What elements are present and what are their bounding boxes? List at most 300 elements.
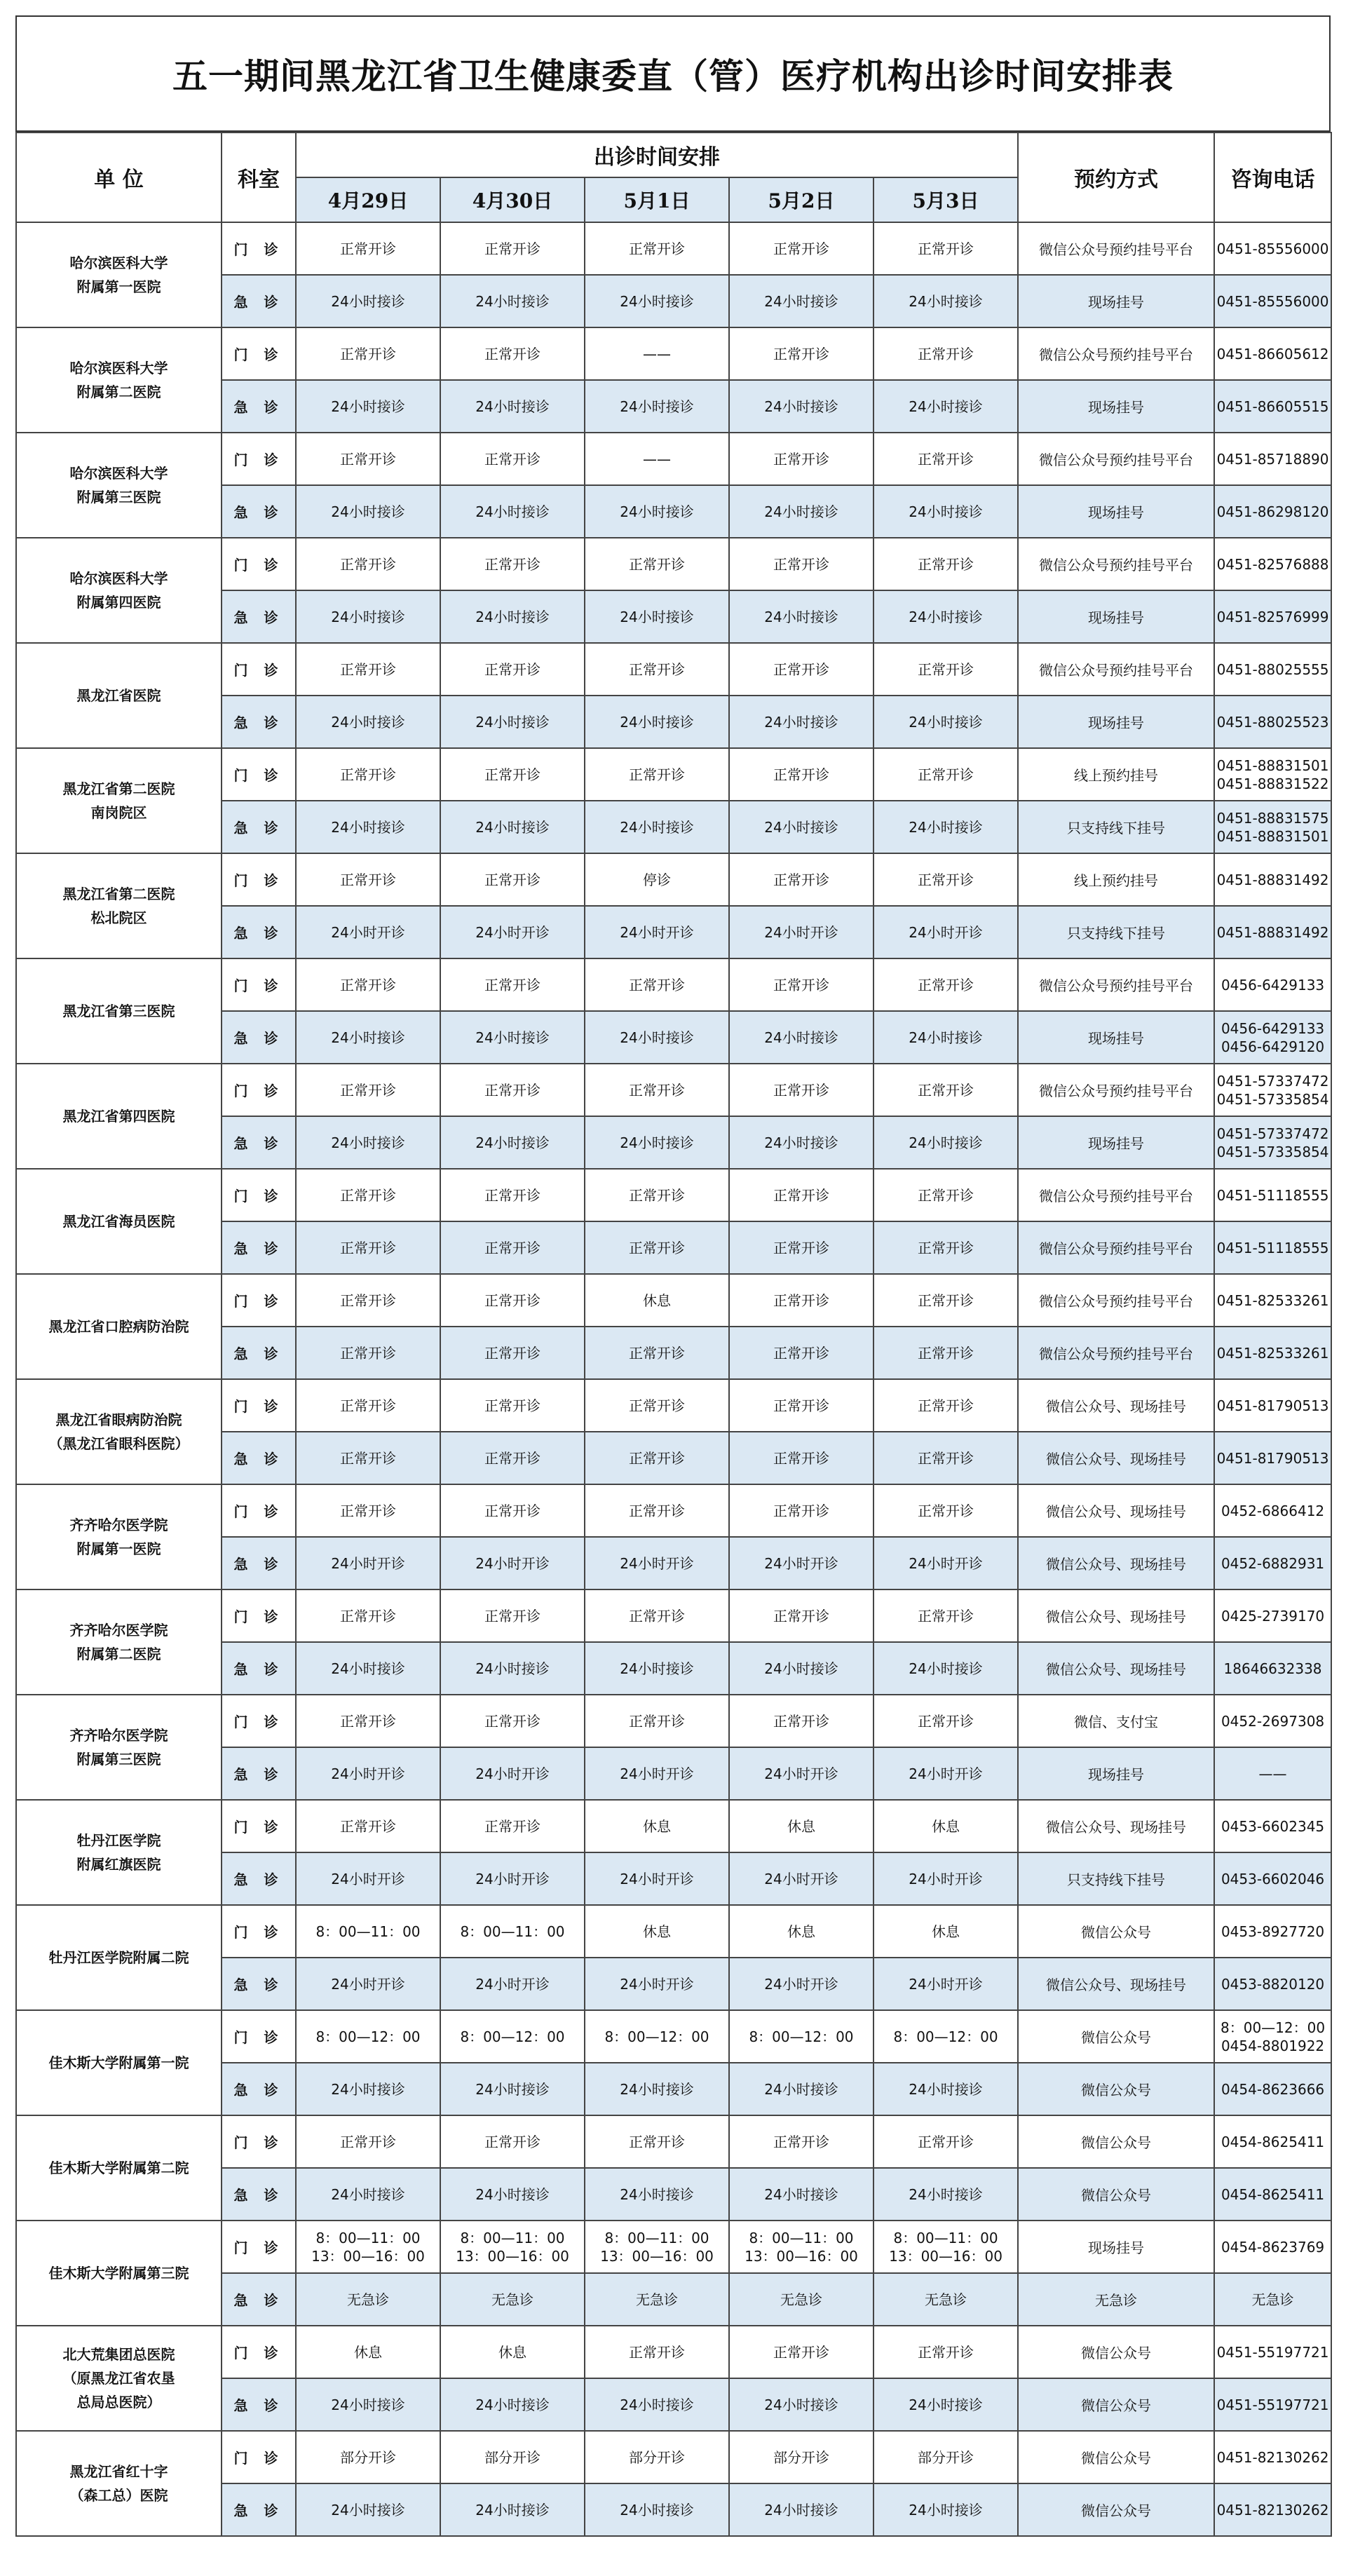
phone-cell: 0451-86605612 (1214, 327, 1331, 380)
schedule-cell: 正常开诊 (873, 1221, 1018, 1274)
schedule-cell: 24小时接诊 (440, 2483, 585, 2536)
schedule-cell: 正常开诊 (296, 958, 440, 1011)
schedule-cell: 正常开诊 (873, 433, 1018, 485)
schedule-cell: 24小时开诊 (873, 1747, 1018, 1800)
schedule-cell: 正常开诊 (296, 1169, 440, 1221)
booking-cell: 只支持线下挂号 (1018, 1852, 1214, 1905)
booking-cell: 线上预约挂号 (1018, 748, 1214, 801)
schedule-cell: 正常开诊 (440, 2115, 585, 2168)
dept-cell: 门 诊 (222, 1379, 296, 1432)
schedule-cell: 正常开诊 (873, 327, 1018, 380)
schedule-cell: 正常开诊 (585, 748, 729, 801)
dept-cell: 门 诊 (222, 433, 296, 485)
schedule-cell: 24小时开诊 (440, 1852, 585, 1905)
schedule-cell: 正常开诊 (729, 1169, 873, 1221)
dept-cell: 急 诊 (222, 590, 296, 643)
schedule-cell: 24小时开诊 (873, 1852, 1018, 1905)
phone-cell: 0454-8623666 (1214, 2063, 1331, 2115)
booking-cell: 微信公众号、现场挂号 (1018, 1642, 1214, 1695)
schedule-cell: 24小时接诊 (440, 380, 585, 433)
title-box (15, 15, 1331, 132)
phone-cell: 0451-55197721 (1214, 2326, 1331, 2378)
schedule-cell: 休息 (585, 1274, 729, 1327)
institution-name: 哈尔滨医科大学 附属第四医院 (16, 538, 222, 643)
table-row (16, 538, 1331, 590)
institution-name: 黑龙江省海员医院 (16, 1169, 222, 1274)
dept-cell: 门 诊 (222, 222, 296, 275)
schedule-cell: 24小时接诊 (440, 1642, 585, 1695)
schedule-cell: 24小时开诊 (873, 1958, 1018, 2010)
schedule-cell: 正常开诊 (729, 2326, 873, 2378)
table-row (16, 1589, 1331, 1642)
dept-cell: 急 诊 (222, 275, 296, 327)
table-row (16, 2221, 1331, 2273)
schedule-cell: 24小时接诊 (585, 485, 729, 538)
header-schedule: 出诊时间安排 (296, 133, 1018, 177)
schedule-cell: 24小时接诊 (585, 275, 729, 327)
schedule-cell: 正常开诊 (296, 1695, 440, 1747)
schedule-cell: 正常开诊 (440, 1274, 585, 1327)
schedule-cell: 正常开诊 (440, 853, 585, 906)
schedule-cell: 休息 (729, 1800, 873, 1852)
booking-cell: 微信公众号、现场挂号 (1018, 1537, 1214, 1589)
schedule-cell: 正常开诊 (729, 958, 873, 1011)
schedule-cell: 24小时接诊 (296, 485, 440, 538)
table-row (16, 643, 1331, 696)
schedule-cell: 24小时开诊 (873, 906, 1018, 958)
dept-cell: 门 诊 (222, 327, 296, 380)
schedule-cell: 休息 (585, 1800, 729, 1852)
dept-cell: 急 诊 (222, 2063, 296, 2115)
dept-cell: 门 诊 (222, 1800, 296, 1852)
schedule-cell: 24小时接诊 (440, 2378, 585, 2431)
schedule-cell: 8：00—11：00 (440, 1905, 585, 1958)
table-row (16, 1169, 1331, 1221)
phone-cell: 0453-8927720 (1214, 1905, 1331, 1958)
schedule-cell: 正常开诊 (873, 748, 1018, 801)
schedule-cell: 正常开诊 (440, 748, 585, 801)
schedule-cell: 24小时开诊 (729, 1958, 873, 2010)
table-row (16, 1905, 1331, 1958)
schedule-cell: 8：00—11：00 13：00—16：00 (729, 2221, 873, 2273)
phone-cell: 0451-51118555 (1214, 1221, 1331, 1274)
schedule-cell: 正常开诊 (729, 1221, 873, 1274)
schedule-cell: 部分开诊 (296, 2431, 440, 2483)
schedule-cell: 部分开诊 (585, 2431, 729, 2483)
booking-cell: 微信公众号、现场挂号 (1018, 1432, 1214, 1484)
phone-cell: 0451-51118555 (1214, 1169, 1331, 1221)
dept-cell: 急 诊 (222, 1116, 296, 1169)
schedule-cell: 正常开诊 (729, 1589, 873, 1642)
schedule-cell: 正常开诊 (729, 1695, 873, 1747)
schedule-cell: 24小时接诊 (440, 485, 585, 538)
booking-cell: 微信公众号 (1018, 2115, 1214, 2168)
schedule-cell: 8：00—12：00 (729, 2010, 873, 2063)
institution-name: 牡丹江医学院附属二院 (16, 1905, 222, 2010)
phone-cell: 0451-86605515 (1214, 380, 1331, 433)
institution-name: 佳木斯大学附属第二院 (16, 2115, 222, 2221)
schedule-cell: 24小时接诊 (296, 275, 440, 327)
phone-cell: 0451-82533261 (1214, 1327, 1331, 1379)
institution-name: 哈尔滨医科大学 附属第二医院 (16, 327, 222, 433)
schedule-cell: 正常开诊 (296, 1484, 440, 1537)
phone-cell: 0451-88831492 (1214, 853, 1331, 906)
booking-cell: 微信公众号预约挂号平台 (1018, 433, 1214, 485)
schedule-cell: 正常开诊 (585, 222, 729, 275)
schedule-cell: 正常开诊 (440, 433, 585, 485)
schedule-cell: 24小时接诊 (729, 801, 873, 853)
dept-cell: 门 诊 (222, 2115, 296, 2168)
booking-cell: 微信、支付宝 (1018, 1695, 1214, 1747)
schedule-cell: 24小时接诊 (585, 696, 729, 748)
schedule-cell: 24小时接诊 (873, 590, 1018, 643)
schedule-cell: 正常开诊 (729, 327, 873, 380)
table-row (16, 1484, 1331, 1537)
schedule-cell: 正常开诊 (873, 1064, 1018, 1116)
schedule-cell: 24小时接诊 (729, 2483, 873, 2536)
table-row (16, 433, 1331, 485)
schedule-cell: 无急诊 (296, 2273, 440, 2326)
schedule-cell: 部分开诊 (440, 2431, 585, 2483)
booking-cell: 微信公众号 (1018, 2063, 1214, 2115)
booking-cell: 微信公众号 (1018, 1905, 1214, 1958)
dept-cell: 门 诊 (222, 1589, 296, 1642)
schedule-cell: 正常开诊 (729, 643, 873, 696)
schedule-cell: 正常开诊 (440, 1695, 585, 1747)
institution-name: 黑龙江省红十字 （森工总）医院 (16, 2431, 222, 2536)
dept-cell: 急 诊 (222, 2168, 296, 2221)
institution-name: 齐齐哈尔医学院 附属第二医院 (16, 1589, 222, 1695)
schedule-cell: 正常开诊 (873, 2326, 1018, 2378)
schedule-cell: 正常开诊 (440, 958, 585, 1011)
schedule-cell: 24小时接诊 (296, 380, 440, 433)
dept-cell: 急 诊 (222, 485, 296, 538)
header-date: 5月1日 (585, 177, 729, 222)
schedule-cell: 正常开诊 (585, 643, 729, 696)
institution-name: 佳木斯大学附属第一院 (16, 2010, 222, 2115)
schedule-cell: 正常开诊 (585, 1379, 729, 1432)
dept-cell: 急 诊 (222, 1642, 296, 1695)
schedule-cell: 正常开诊 (296, 538, 440, 590)
schedule-cell: 正常开诊 (440, 538, 585, 590)
phone-cell: 0451-85718890 (1214, 433, 1331, 485)
booking-cell: 现场挂号 (1018, 1011, 1214, 1064)
phone-cell: 0452-6866412 (1214, 1484, 1331, 1537)
dept-cell: 门 诊 (222, 538, 296, 590)
schedule-cell: 正常开诊 (873, 1695, 1018, 1747)
header-date: 4月29日 (296, 177, 440, 222)
schedule-cell: 24小时开诊 (296, 906, 440, 958)
dept-cell: 急 诊 (222, 696, 296, 748)
dept-cell: 急 诊 (222, 1221, 296, 1274)
booking-cell: 微信公众号预约挂号平台 (1018, 1221, 1214, 1274)
institution-name: 齐齐哈尔医学院 附属第一医院 (16, 1484, 222, 1589)
schedule-cell: 24小时接诊 (873, 1116, 1018, 1169)
institution-name: 佳木斯大学附属第三院 (16, 2221, 222, 2326)
schedule-cell: 正常开诊 (873, 1169, 1018, 1221)
booking-cell: 微信公众号、现场挂号 (1018, 1484, 1214, 1537)
schedule-cell: 24小时接诊 (729, 1116, 873, 1169)
schedule-cell: 24小时接诊 (440, 1116, 585, 1169)
booking-cell: 微信公众号预约挂号平台 (1018, 1169, 1214, 1221)
schedule-cell: 24小时开诊 (440, 906, 585, 958)
schedule-cell: 24小时接诊 (296, 1011, 440, 1064)
phone-cell: 0451-57337472 0451-57335854 (1214, 1064, 1331, 1116)
schedule-cell: 24小时接诊 (440, 2168, 585, 2221)
schedule-cell: 正常开诊 (729, 433, 873, 485)
schedule-cell: 24小时开诊 (729, 1747, 873, 1800)
schedule-cell: 24小时开诊 (585, 906, 729, 958)
phone-cell: 0451-88025523 (1214, 696, 1331, 748)
schedule-cell: —— (585, 433, 729, 485)
schedule-cell: 正常开诊 (873, 2115, 1018, 2168)
phone-cell: 0454-8625411 (1214, 2168, 1331, 2221)
dept-cell: 急 诊 (222, 1537, 296, 1589)
schedule-cell: 正常开诊 (729, 1274, 873, 1327)
schedule-cell: 24小时接诊 (873, 485, 1018, 538)
dept-cell: 急 诊 (222, 1958, 296, 2010)
schedule-cell: 24小时开诊 (296, 1852, 440, 1905)
schedule-cell: 正常开诊 (440, 222, 585, 275)
schedule-cell: 正常开诊 (440, 1484, 585, 1537)
schedule-cell: 正常开诊 (585, 2326, 729, 2378)
phone-cell: 0451-88025555 (1214, 643, 1331, 696)
booking-cell: 微信公众号预约挂号平台 (1018, 1274, 1214, 1327)
phone-cell: 0451-82533261 (1214, 1274, 1331, 1327)
schedule-cell: 24小时开诊 (296, 1958, 440, 2010)
schedule-cell: 正常开诊 (585, 1695, 729, 1747)
schedule-cell: 正常开诊 (873, 1379, 1018, 1432)
schedule-cell: 24小时接诊 (585, 2063, 729, 2115)
table-row (16, 1695, 1331, 1747)
schedule-cell: 24小时接诊 (873, 801, 1018, 853)
schedule-cell: 无急诊 (440, 2273, 585, 2326)
table-row (16, 1064, 1331, 1116)
schedule-cell: 24小时开诊 (585, 1852, 729, 1905)
schedule-cell: 24小时接诊 (585, 1011, 729, 1064)
schedule-cell: 24小时接诊 (729, 380, 873, 433)
phone-cell: 0452-2697308 (1214, 1695, 1331, 1747)
booking-cell: 现场挂号 (1018, 2221, 1214, 2273)
booking-cell: 只支持线下挂号 (1018, 801, 1214, 853)
dept-cell: 急 诊 (222, 1747, 296, 1800)
schedule-cell: 正常开诊 (729, 222, 873, 275)
schedule-cell: 正常开诊 (873, 958, 1018, 1011)
schedule-cell: 24小时开诊 (440, 1958, 585, 2010)
schedule-cell: 正常开诊 (440, 327, 585, 380)
schedule-cell: 正常开诊 (873, 853, 1018, 906)
schedule-cell: 24小时开诊 (729, 1852, 873, 1905)
dept-cell: 急 诊 (222, 1432, 296, 1484)
schedule-cell: 正常开诊 (585, 1589, 729, 1642)
schedule-cell: 24小时接诊 (729, 1011, 873, 1064)
institution-name: 黑龙江省口腔病防治院 (16, 1274, 222, 1379)
phone-cell: 0425-2739170 (1214, 1589, 1331, 1642)
schedule-cell: 正常开诊 (729, 853, 873, 906)
table-row (16, 2326, 1331, 2378)
schedule-cell: 正常开诊 (296, 1800, 440, 1852)
schedule-cell: 正常开诊 (729, 1379, 873, 1432)
booking-cell: 现场挂号 (1018, 485, 1214, 538)
schedule-cell: 8：00—11：00 13：00—16：00 (585, 2221, 729, 2273)
schedule-cell: 24小时接诊 (585, 801, 729, 853)
schedule-cell: 24小时接诊 (296, 2378, 440, 2431)
institution-name: 黑龙江省第三医院 (16, 958, 222, 1064)
booking-cell: 线上预约挂号 (1018, 853, 1214, 906)
phone-cell: 0453-6602345 (1214, 1800, 1331, 1852)
schedule-cell: 24小时开诊 (585, 1747, 729, 1800)
phone-cell: 0451-88831492 (1214, 906, 1331, 958)
dept-cell: 门 诊 (222, 1905, 296, 1958)
schedule-cell: 无急诊 (729, 2273, 873, 2326)
schedule-cell: 24小时接诊 (873, 275, 1018, 327)
schedule-cell: 24小时接诊 (585, 590, 729, 643)
institution-name: 北大荒集团总医院 （原黑龙江省农垦 总局总医院） (16, 2326, 222, 2431)
schedule-cell: 24小时接诊 (729, 275, 873, 327)
table-row (16, 222, 1331, 275)
schedule-cell: 24小时接诊 (296, 801, 440, 853)
schedule-cell: 正常开诊 (873, 1327, 1018, 1379)
schedule-cell: 正常开诊 (873, 222, 1018, 275)
schedule-cell: 无急诊 (873, 2273, 1018, 2326)
dept-cell: 急 诊 (222, 2483, 296, 2536)
dept-cell: 门 诊 (222, 1064, 296, 1116)
schedule-cell: 8：00—12：00 (440, 2010, 585, 2063)
schedule-cell: 正常开诊 (440, 1169, 585, 1221)
header-booking: 预约方式 (1018, 133, 1214, 222)
phone-cell: 0456-6429133 0456-6429120 (1214, 1011, 1331, 1064)
dept-cell: 门 诊 (222, 748, 296, 801)
schedule-cell: 24小时开诊 (729, 906, 873, 958)
phone-cell: 0451-81790513 (1214, 1379, 1331, 1432)
schedule-cell: 正常开诊 (440, 1379, 585, 1432)
booking-cell: 微信公众号、现场挂号 (1018, 1379, 1214, 1432)
booking-cell: 现场挂号 (1018, 1747, 1214, 1800)
booking-cell: 微信公众号 (1018, 2326, 1214, 2378)
schedule-cell: 8：00—11：00 13：00—16：00 (440, 2221, 585, 2273)
schedule-cell: 正常开诊 (585, 1327, 729, 1379)
schedule-cell: 24小时接诊 (440, 696, 585, 748)
dept-cell: 门 诊 (222, 1484, 296, 1537)
schedule-body (16, 222, 1331, 2536)
schedule-cell: 24小时接诊 (296, 1642, 440, 1695)
schedule-cell: 正常开诊 (296, 1064, 440, 1116)
schedule-cell: 24小时接诊 (440, 590, 585, 643)
institution-name: 黑龙江省第二医院 松北院区 (16, 853, 222, 958)
schedule-cell: 正常开诊 (440, 1800, 585, 1852)
institution-name: 哈尔滨医科大学 附属第三医院 (16, 433, 222, 538)
schedule-cell: 24小时接诊 (296, 2168, 440, 2221)
schedule-cell: 24小时接诊 (585, 2483, 729, 2536)
booking-cell: 微信公众号 (1018, 2431, 1214, 2483)
phone-cell: 0453-6602046 (1214, 1852, 1331, 1905)
schedule-cell: 正常开诊 (296, 433, 440, 485)
schedule-cell: 正常开诊 (440, 1327, 585, 1379)
phone-cell: 0453-8820120 (1214, 1958, 1331, 2010)
header-dept: 科室 (222, 133, 296, 222)
schedule-cell: 正常开诊 (873, 1274, 1018, 1327)
schedule-cell: 正常开诊 (729, 748, 873, 801)
booking-cell: 微信公众号预约挂号平台 (1018, 1064, 1214, 1116)
schedule-cell: 24小时接诊 (440, 801, 585, 853)
schedule-cell: —— (585, 327, 729, 380)
dept-cell: 急 诊 (222, 1011, 296, 1064)
booking-cell: 现场挂号 (1018, 1116, 1214, 1169)
schedule-cell: 停诊 (585, 853, 729, 906)
schedule-cell: 休息 (873, 1905, 1018, 1958)
schedule-cell: 24小时接诊 (440, 2063, 585, 2115)
schedule-cell: 正常开诊 (873, 643, 1018, 696)
dept-cell: 门 诊 (222, 853, 296, 906)
phone-cell: 0451-57337472 0451-57335854 (1214, 1116, 1331, 1169)
schedule-cell: 正常开诊 (296, 1274, 440, 1327)
schedule-cell: 正常开诊 (873, 1432, 1018, 1484)
schedule-cell: 正常开诊 (585, 538, 729, 590)
institution-name: 黑龙江省第四医院 (16, 1064, 222, 1169)
schedule-cell: 正常开诊 (585, 1064, 729, 1116)
schedule-cell: 24小时接诊 (440, 275, 585, 327)
schedule-cell: 无急诊 (585, 2273, 729, 2326)
dept-cell: 急 诊 (222, 2273, 296, 2326)
phone-cell: —— (1214, 1747, 1331, 1800)
phone-cell: 无急诊 (1214, 2273, 1331, 2326)
table-row (16, 748, 1331, 801)
schedule-cell: 正常开诊 (440, 1589, 585, 1642)
schedule-cell: 24小时接诊 (873, 2378, 1018, 2431)
schedule-cell: 部分开诊 (873, 2431, 1018, 2483)
booking-cell: 无急诊 (1018, 2273, 1214, 2326)
schedule-cell: 24小时接诊 (585, 1642, 729, 1695)
phone-cell: 0451-88831501 0451-88831522 (1214, 748, 1331, 801)
schedule-cell: 正常开诊 (296, 2115, 440, 2168)
schedule-cell: 休息 (440, 2326, 585, 2378)
dept-cell: 门 诊 (222, 643, 296, 696)
schedule-cell: 正常开诊 (296, 327, 440, 380)
schedule-cell: 正常开诊 (296, 1432, 440, 1484)
schedule-cell: 24小时接诊 (296, 2063, 440, 2115)
dept-cell: 门 诊 (222, 2221, 296, 2273)
phone-cell: 0451-82576999 (1214, 590, 1331, 643)
schedule-cell: 正常开诊 (873, 538, 1018, 590)
institution-name: 牡丹江医学院 附属红旗医院 (16, 1800, 222, 1905)
schedule-cell: 24小时接诊 (729, 2063, 873, 2115)
dept-cell: 急 诊 (222, 801, 296, 853)
booking-cell: 现场挂号 (1018, 696, 1214, 748)
phone-cell: 8：00—12：00 0454-8801922 (1214, 2010, 1331, 2063)
schedule-cell: 正常开诊 (440, 643, 585, 696)
schedule-cell: 正常开诊 (729, 2115, 873, 2168)
schedule-cell: 正常开诊 (440, 1432, 585, 1484)
schedule-cell: 正常开诊 (585, 1221, 729, 1274)
schedule-cell: 24小时接诊 (585, 380, 729, 433)
booking-cell: 微信公众号 (1018, 2168, 1214, 2221)
schedule-cell: 24小时开诊 (440, 1537, 585, 1589)
phone-cell: 0454-8625411 (1214, 2115, 1331, 2168)
institution-name: 黑龙江省眼病防治院 （黑龙江省眼科医院） (16, 1379, 222, 1484)
phone-cell: 18646632338 (1214, 1642, 1331, 1695)
booking-cell: 现场挂号 (1018, 275, 1214, 327)
schedule-cell: 24小时接诊 (585, 2378, 729, 2431)
dept-cell: 急 诊 (222, 380, 296, 433)
schedule-cell: 24小时开诊 (585, 1958, 729, 2010)
schedule-cell: 部分开诊 (729, 2431, 873, 2483)
schedule-cell: 24小时接诊 (296, 590, 440, 643)
schedule-cell: 正常开诊 (296, 222, 440, 275)
schedule-cell: 正常开诊 (296, 748, 440, 801)
dept-cell: 门 诊 (222, 2010, 296, 2063)
header-unit: 单 位 (16, 133, 222, 222)
schedule-cell: 8：00—12：00 (585, 2010, 729, 2063)
